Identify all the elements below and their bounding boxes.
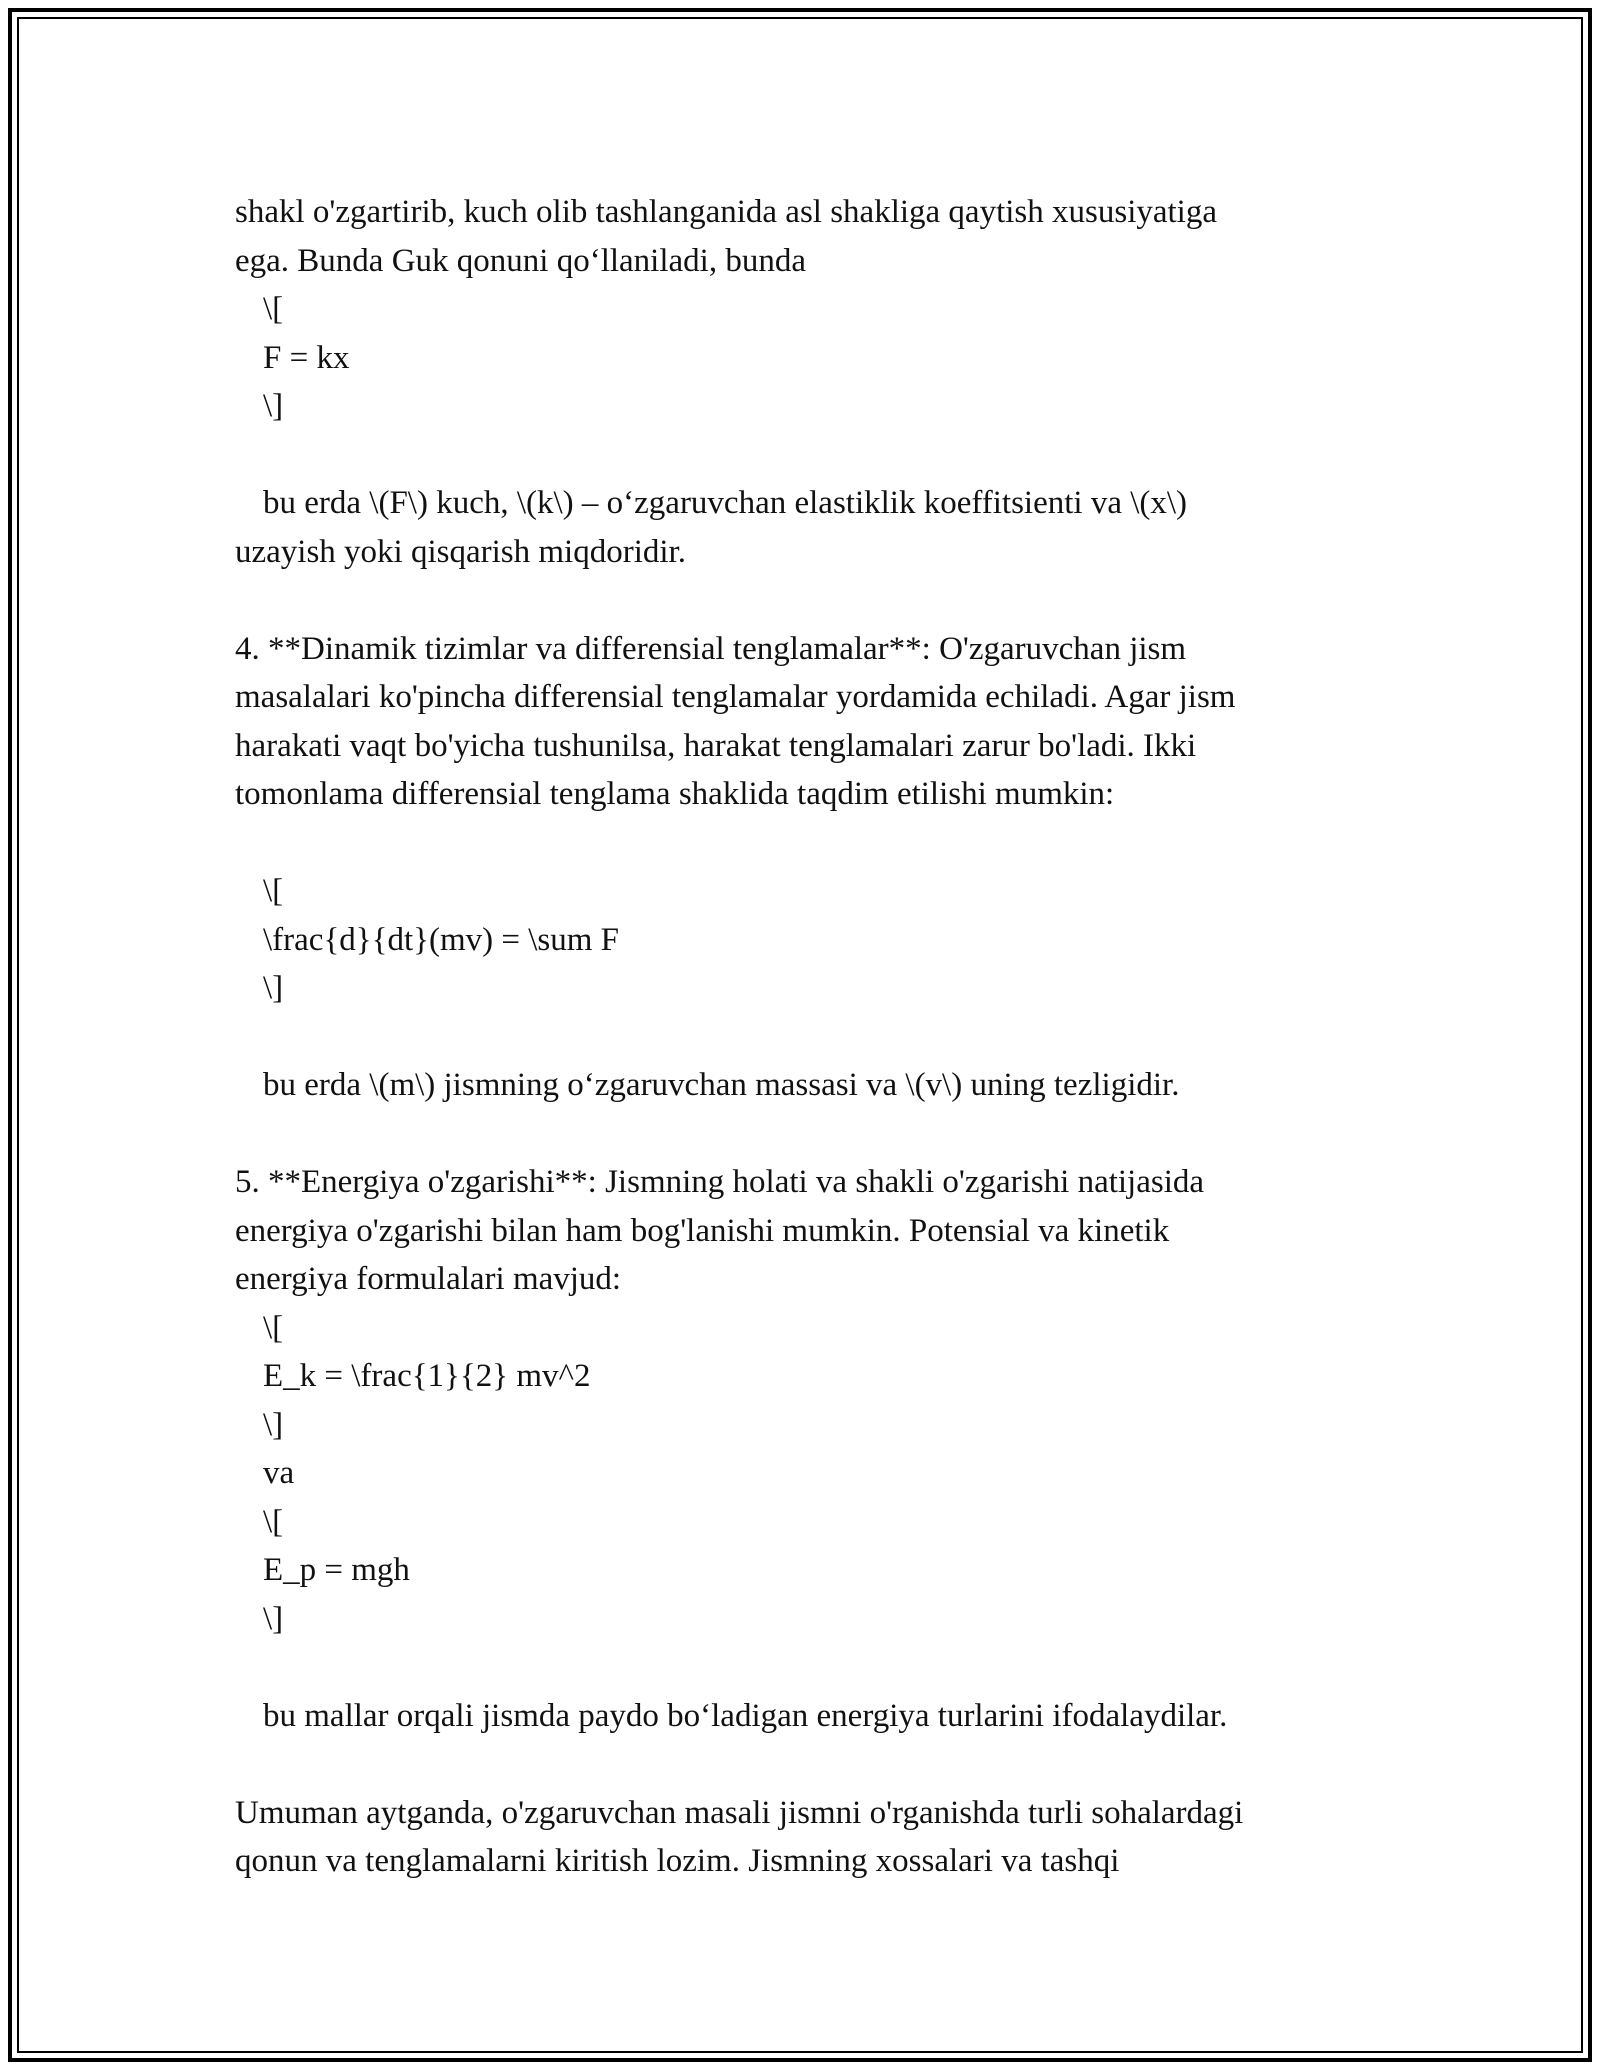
text-line: \] (263, 388, 284, 424)
text-line: va (263, 1455, 295, 1491)
text-line: 4. **Dinamik tizimlar va differensial tenglamalar**: O'zgaruvchan jism (235, 630, 1187, 667)
text-line: \] (263, 1600, 284, 1637)
blank-line (235, 431, 1385, 480)
blank-line (235, 1110, 1385, 1159)
text-line: shakl o'zgartirib, kuch olib tashlanganida asl shakliga qaytish xususiyatiga (235, 194, 1217, 230)
document-body (235, 188, 1385, 1886)
blank-line (235, 576, 1385, 625)
text-line: harakati vaqt bo'yicha tushunilsa, harakat tenglamalari zarur bo'ladi. Ikki (235, 727, 1197, 764)
text-line: \[ (263, 1503, 284, 1540)
blank-line (235, 1643, 1385, 1692)
text-line: 5. **Energiya o'zgarishi**: Jismning holati va shakli o'zgarishi natijasida (235, 1164, 1205, 1200)
text-line: E_k = \frac{1}{2} mv^2 (263, 1358, 591, 1394)
text-line: bu erda \(m\) jismning o‘zgaruvchan massasi va \(v\) uning tezligidir. (263, 1067, 1180, 1103)
text-line: bu mallar orqali jismda paydo bo‘ladigan energiya turlarini ifodalaydilar. (263, 1697, 1228, 1734)
text-line: energiya o'zgarishi bilan ham bog'lanishi mumkin. Potensial va kinetik (235, 1212, 1170, 1249)
text-line: Umuman aytganda, o'zgaruvchan masali jismni o'rganishda turli sohalardagi (235, 1794, 1244, 1831)
blank-line (235, 819, 1385, 868)
text-line: F = kx (263, 339, 350, 376)
text-line: uzayish yoki qisqarish miqdoridir. (235, 533, 686, 570)
text-line: E_p = mgh (263, 1552, 410, 1588)
text-line: \] (263, 1406, 284, 1443)
text-line: masalalari ko'pincha differensial tenglamalar yordamida echiladi. Agar jism (235, 679, 1236, 715)
text-line: \[ (263, 1309, 284, 1346)
text-line: energiya formulalari mavjud: (235, 1261, 622, 1297)
text-line: \[ (263, 873, 284, 909)
blank-line (235, 1740, 1385, 1789)
blank-line (235, 1013, 1385, 1062)
text-line: qonun va tenglamalarni kiritish lozim. Jismning xossalari va tashqi (235, 1843, 1120, 1879)
text-line: tomonlama differensial tenglama shaklida taqdim etilishi mumkin: (235, 776, 1115, 812)
text-line: ega. Bunda Guk qonuni qo‘llaniladi, bunda (235, 242, 806, 279)
text-line: \frac{d}{dt}(mv) = \sum F (263, 921, 620, 958)
text-line: bu erda \(F\) kuch, \(k\) – o‘zgaruvchan elastiklik koeffitsienti va \(x\) (263, 485, 1188, 521)
text-line: \[ (263, 291, 284, 327)
text-line: \] (263, 970, 284, 1006)
